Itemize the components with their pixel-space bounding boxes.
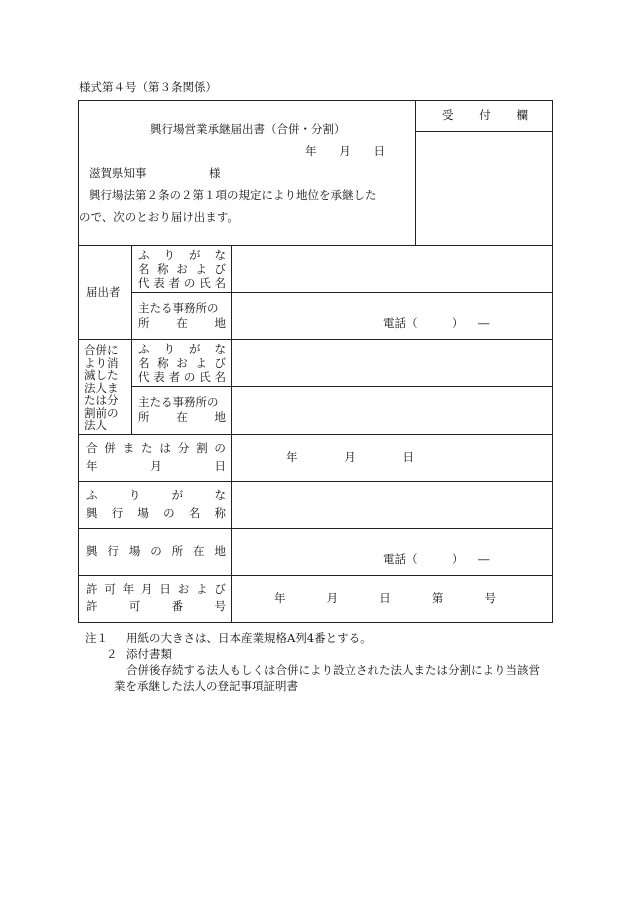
venue-phone-label: 電話（	[383, 552, 418, 566]
venue-phone-dash: ―	[478, 552, 490, 566]
dissolved-furigana-label: ふ り が な	[138, 342, 226, 356]
merger-date-value[interactable]: 年 月 日	[286, 450, 414, 464]
notifier-phone-paren: ）	[452, 316, 464, 330]
permit-label-2: 許 可 番 号	[86, 599, 226, 613]
body-line-2: ので、次のとおり届け出ます。	[79, 210, 239, 224]
venue-phone-paren: ）	[452, 552, 464, 566]
row-line	[78, 575, 553, 576]
form-title: 興行場営業承継届出書（合併・分割）	[150, 122, 346, 136]
venue-furigana-label: ふ り が な	[86, 488, 226, 502]
note-2-line-1: 合併後存続する法人もしくは合併により設立された法人または分割により当該営	[126, 663, 540, 677]
form-number: 様式第４号（第３条関係）	[79, 80, 217, 94]
col-line	[131, 245, 132, 434]
notifier-rep-label: 代 表 者 の 氏 名	[138, 276, 226, 290]
dissolved-name-field[interactable]	[231, 339, 553, 386]
reception-divider	[415, 100, 416, 245]
notifier-name-field[interactable]	[231, 245, 553, 292]
venue-name-field[interactable]	[231, 481, 553, 528]
dissolved-label: 合併に より消 滅した 法人ま たは分 割前の 法人	[84, 343, 119, 432]
submission-date: 年 月 日	[305, 144, 385, 158]
notifier-office-label-2: 所 在 地	[138, 316, 226, 330]
notifier-office-label-1: 主たる事務所の	[138, 301, 219, 315]
body-line-1: 興行場法第２条の２第１項の規定により地位を承継した	[89, 188, 377, 202]
permit-label-1: 許 可 年 月 日 お よ び	[86, 582, 226, 596]
venue-location-label: 興 行 場 の 所 在 地	[86, 544, 226, 558]
note-2-number: ２	[106, 647, 118, 661]
notifier-furigana-label: ふ り が な	[138, 248, 226, 262]
reception-label: 受 付 欄	[442, 108, 528, 122]
notifier-phone-dash: ―	[478, 316, 490, 330]
addressee-name: 滋賀県知事	[89, 166, 147, 180]
row-line	[78, 434, 553, 435]
merger-date-label-2: 年 月 日	[86, 459, 226, 473]
notifier-name-label: 名 称 お よ び	[138, 262, 226, 276]
reception-header-line	[415, 131, 553, 132]
dissolved-address-field[interactable]	[231, 386, 553, 434]
permit-value[interactable]: 年 月 日 第 号	[274, 591, 496, 605]
merger-date-label-1: 合 併 ま た は 分 割 の	[86, 441, 226, 455]
dissolved-office-label-1: 主たる事務所の	[138, 395, 219, 409]
addressee-honorific: 様	[209, 166, 221, 180]
dissolved-office-label-2: 所 在 地	[138, 410, 226, 424]
note-1-number: 注１	[85, 631, 108, 645]
dissolved-name-label: 名 称 お よ び	[138, 356, 226, 370]
note-2-line-2: 業を承継した法人の登記事項証明書	[114, 679, 298, 693]
notifier-label: 届出者	[86, 285, 121, 299]
venue-name-label: 興 行 場 の 名 称	[86, 506, 226, 520]
note-1-text: 用紙の大きさは、日本産業規格A列4番とする。	[126, 631, 372, 645]
note-2-title: 添付書類	[126, 647, 172, 661]
dissolved-rep-label: 代 表 者 の 氏 名	[138, 370, 226, 384]
notifier-phone-label: 電話（	[383, 316, 418, 330]
